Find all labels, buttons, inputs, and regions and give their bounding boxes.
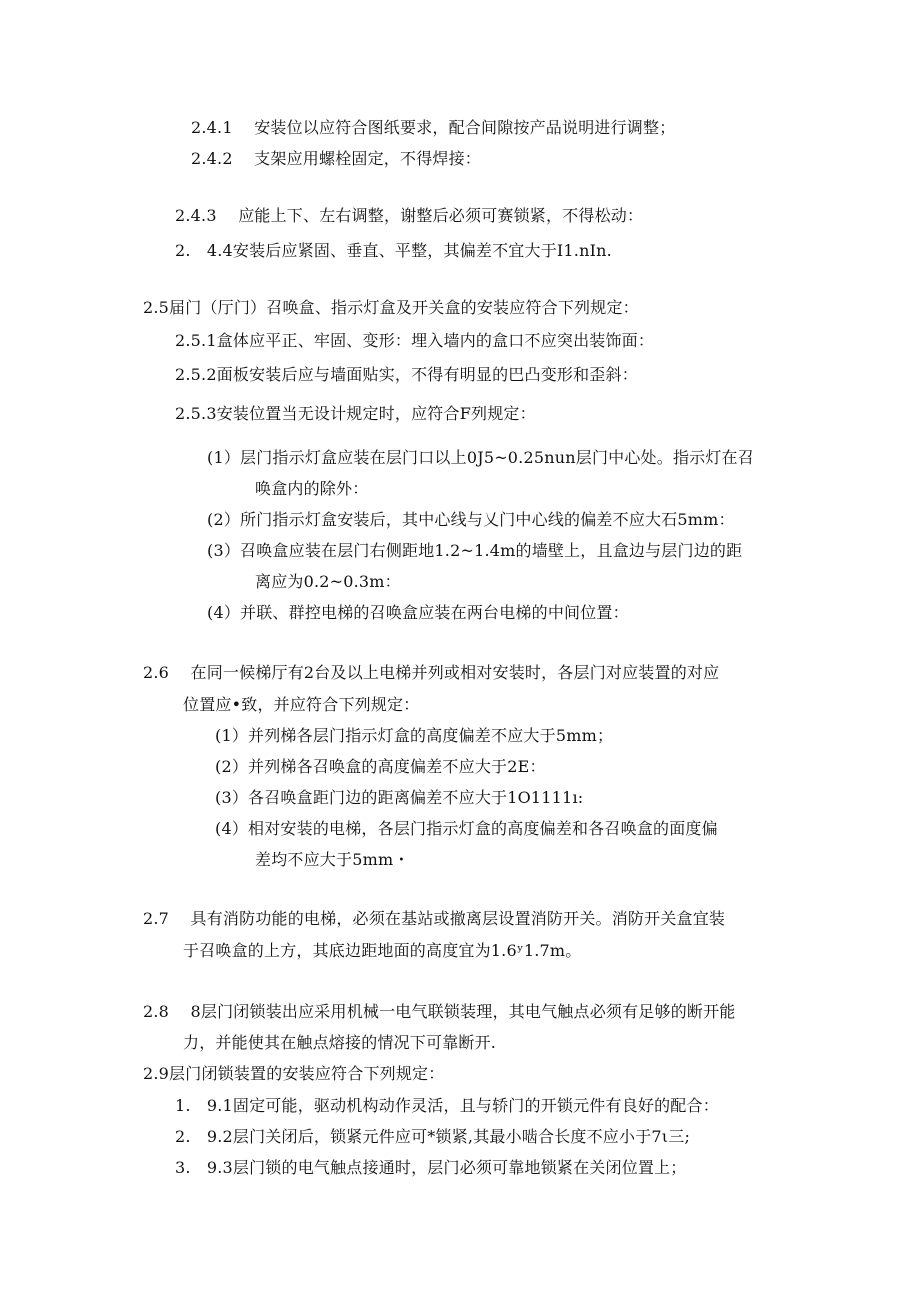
text-line: 2.4.2 支架应用螺栓固定，不得焊接：: [191, 149, 481, 168]
list-item: (1）并列梯各层门指示灯盒的高度偏差不应大于5mm；: [215, 726, 614, 745]
section-heading: 2.6 在同一候梯厅有2台及以上电梯并列或相对安装时，各层门对应装置的对应: [143, 663, 720, 682]
list-item: (1）层门指示灯盒应装在层门口以上0J5~0.25nun层门中心处。指示灯在召: [207, 448, 754, 467]
list-item: 2. 9.2层门关闭后，锁紧元件应可*锁紧,其最小啮合长度不应小于7ι三;: [175, 1127, 691, 1146]
text-line: 2.5.1盒体应平正、牢固、变形：埋入墙内的盒口不应突出装饰面：: [175, 331, 655, 350]
section-heading: 2.7 具有消防功能的电梯，必须在基站或撤离层设置消防开关。消防开关盒宜装: [143, 909, 726, 928]
section-heading: 2.5届门（厅门）召唤盒、指示灯盒及开关盒的安装应符合下列规定：: [143, 298, 639, 317]
list-item: 1. 9.1固定可能，驱动机构动作灵活，且与轿门的开锁元件有良好的配合：: [175, 1096, 719, 1115]
list-item: (3）召唤盒应装在层门右侧距地1.2~1.4m的墙壁上，且盒边与层门边的距: [207, 541, 743, 560]
list-item: (3）各召唤盒距门边的距离偏差不应大于1O1111ı:: [215, 788, 584, 807]
list-item-continuation: 唤盒内的除外：: [255, 479, 369, 498]
text-line: 位置应•致，并应符合下列规定：: [183, 695, 420, 714]
list-item: (2）所门指示灯盒安装后，其中心线与乂门中心线的偏差不应大石5mm：: [207, 510, 735, 529]
list-item: (4）相对安装的电梯，各层门指示灯盒的高度偏差和各召唤盒的面度偏: [215, 819, 718, 838]
list-item: (4）并联、群控电梯的召唤盒应装在两台电梯的中间位置：: [207, 603, 629, 622]
list-item: 3. 9.3层门锁的电气触点接通时，层门必须可靠地锁紧在关闭位置上；: [175, 1158, 687, 1177]
text-line: 于召唤盒的上方，其底边距地面的高度宜为1.6ʸ1.7m。: [183, 941, 582, 960]
text-line: 2.5.2面板安装后应与墙面贴实，不得有明显的巴凸变形和歪斜：: [175, 365, 638, 384]
list-item-continuation: 离应为0.2~0.3m：: [255, 572, 401, 591]
section-heading: 2.9层门闭锁装置的安装应符合下列规定：: [143, 1064, 445, 1083]
text-line: 力，并能使其在触点熔接的情况下可靠断开.: [183, 1033, 497, 1052]
text-line: 2. 4.4安装后应紧固、垂直、平整，其偏差不宜大于I1.nIn.: [175, 241, 612, 260]
list-item: (2）并列梯各召唤盒的高度偏差不应大于2E：: [215, 757, 546, 776]
text-line: 2.5.3安装位置当无设计规定时，应符合F列规定：: [175, 404, 536, 423]
section-heading: 2.8 8层门闭锁装出应采用机械一电气联锁装理，其电气触点必须有足够的断开能: [143, 1002, 736, 1021]
text-line: 2.4.1 安装位以应符合图纸要求，配合间隙按产品说明进行调整；: [191, 118, 676, 137]
text-line: 2.4.3 应能上下、左右调整，谢整后必须可赛锁紧，不得松动：: [175, 206, 644, 225]
list-item-continuation: 差均不应大于5mm・: [255, 850, 410, 869]
